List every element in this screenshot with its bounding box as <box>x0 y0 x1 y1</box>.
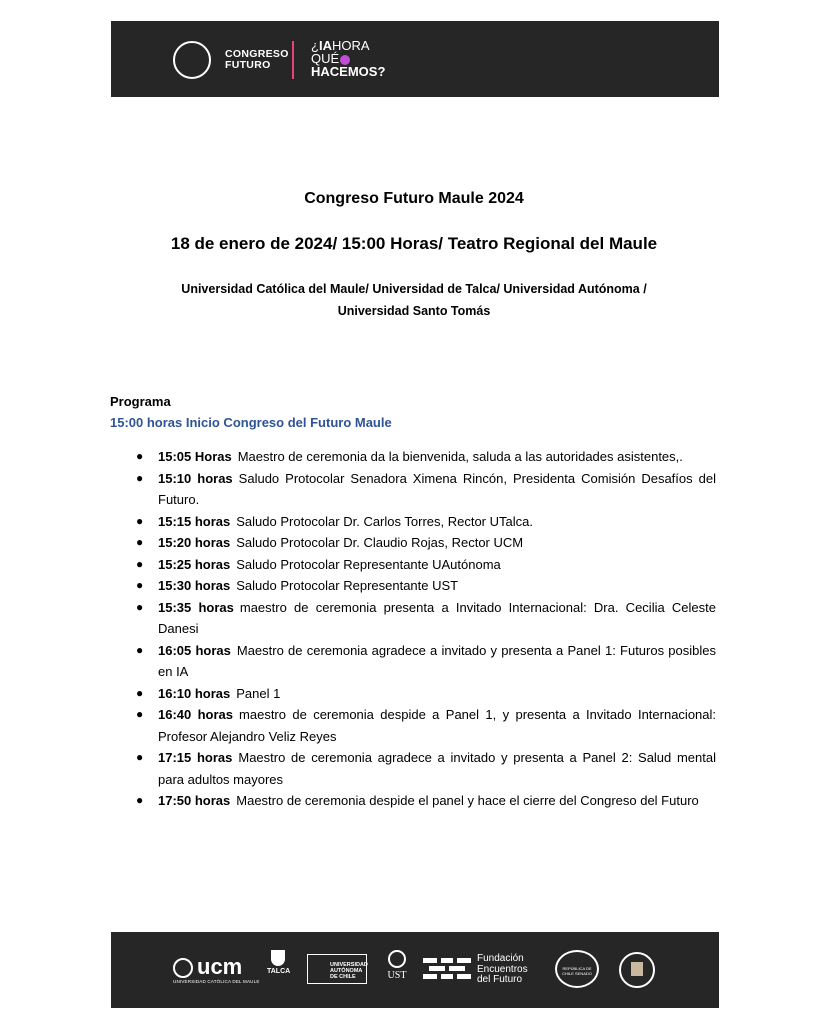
utalca-logo-text: TALCA <box>267 968 291 975</box>
bullet-icon: ● <box>136 599 144 614</box>
schedule-time: 15:15 horas <box>158 513 231 529</box>
bullet-icon: ● <box>136 793 144 807</box>
ucm-logo-text: ucm <box>197 954 243 979</box>
schedule-text: Maestro de ceremonia despide el panel y hace el cierre del Congreso del Futuro <box>236 793 699 808</box>
government-seal-icon <box>619 952 655 988</box>
schedule-item <box>136 640 717 683</box>
bullet-icon: ● <box>136 578 144 592</box>
bullet-icon: ● <box>136 535 144 549</box>
fundacion-line2: Encuentros <box>477 963 528 975</box>
schedule-item <box>136 597 716 640</box>
slogan <box>311 39 385 78</box>
bullet-icon: ● <box>136 470 144 485</box>
schedule-item <box>136 790 716 812</box>
schedule-text: Panel 1 <box>236 685 281 701</box>
slogan-que: QUÉ <box>311 51 340 66</box>
schedule-time: 17:15 horas <box>158 750 233 765</box>
schedule-item <box>136 468 716 511</box>
schedule-item <box>136 511 716 533</box>
program-start: 15:00 horas Inicio Congreso del Futuro Maule <box>110 415 392 430</box>
universities-line2: Universidad Santo Tomás <box>337 304 491 318</box>
footer-sponsors-banner <box>111 932 719 1008</box>
schedule-text: Maestro de ceremonia agradece a invitado y presenta a Panel 2: Salud mental para adultos mayores <box>158 750 717 787</box>
universities-line1: Universidad Católica del Maule/ Universidad de Talca/ Universidad Autónoma / <box>181 282 647 296</box>
ust-emblem-icon <box>388 950 406 968</box>
schedule-time: 15:20 horas <box>158 535 231 550</box>
senado-seal-text: REPÚBLICA DE CHILE SENADO <box>562 966 592 976</box>
schedule-item <box>136 704 717 747</box>
program-label: Programa <box>110 394 171 409</box>
schedule-item <box>136 532 716 554</box>
schedule-item <box>136 446 716 468</box>
schedule-time: 15:05 Horas <box>158 449 232 464</box>
schedule-text: Saludo Protocolar Dr. Claudio Rojas, Rector UCM <box>236 535 524 550</box>
bullet-icon: ● <box>136 513 144 528</box>
schedule-time: 15:25 horas <box>158 556 231 572</box>
slogan-hora: HORA <box>331 38 370 53</box>
schedule-text: Saludo Protocolar Representante UST <box>236 578 459 593</box>
schedule-time: 15:35 horas <box>158 599 234 615</box>
congreso-futuro-logo-text <box>225 49 289 71</box>
schedule-text: Maestro de ceremonia agradece a invitado y presenta a Panel 1: Futuros posibles en IA <box>158 642 717 679</box>
schedule-time: 15:10 horas <box>158 470 233 486</box>
document-subtitle: 18 de enero de 2024/ 15:00 Horas/ Teatro Regional del Maule <box>170 234 658 253</box>
schedule-text: Saludo Protocolar Representante UAutónoma <box>236 556 501 572</box>
schedule-time: 15:30 horas <box>158 578 231 593</box>
schedule-text: Saludo Protocolar Senadora Ximena Rincón, Presidenta Comisión Desafíos del Futuro. <box>158 470 716 507</box>
bullet-icon: ● <box>136 642 144 657</box>
ucm-emblem-icon <box>173 958 193 978</box>
schedule-item <box>136 747 717 790</box>
schedule-list <box>136 446 717 812</box>
schedule-text: Maestro de ceremonia da la bienvenida, saluda a las autoridades asistentes,. <box>237 449 683 464</box>
schedule-time: 16:40 horas <box>158 707 234 722</box>
schedule-item <box>136 575 716 597</box>
ust-logo <box>383 950 411 981</box>
senado-seal <box>555 950 599 988</box>
logo-name-line2: FUTURO <box>225 59 271 71</box>
bullet-icon: ● <box>136 707 144 721</box>
ust-logo-text: UST <box>387 970 407 981</box>
utalca-logo <box>267 950 289 975</box>
logo-divider <box>292 41 294 79</box>
schedule-text: maestro de ceremonia despide a Panel 1, y presenta a Invitado Internacional: Profesor Alejandro Veliz Reyes <box>158 707 717 744</box>
schedule-item <box>136 683 716 705</box>
document-title: Congreso Futuro Maule 2024 <box>304 190 524 207</box>
congreso-futuro-logo-circle <box>173 41 211 79</box>
bullet-icon: ● <box>136 750 144 764</box>
logo-name-line1: CONGRESO <box>225 48 289 60</box>
schedule-time: 17:50 horas <box>158 793 231 808</box>
header-banner <box>111 21 719 97</box>
bullet-icon: ● <box>136 556 144 571</box>
autonoma-logo <box>307 954 367 984</box>
ucm-logo <box>173 954 242 980</box>
schedule-text: maestro de ceremonia presenta a Invitado Internacional: Dra. Cecilia Celeste Danesi <box>158 599 716 636</box>
fundacion-logo-text <box>477 954 528 986</box>
fundacion-line3: del Futuro <box>477 974 523 985</box>
schedule-item <box>136 554 716 576</box>
ucm-full-name: UNIVERSIDAD CATÓLICA DEL MAULE <box>173 979 260 984</box>
universities <box>130 278 698 322</box>
bullet-icon: ● <box>136 449 144 463</box>
slogan-hacemos: HACEMOS? <box>311 64 386 79</box>
schedule-text: Saludo Protocolar Dr. Carlos Torres, Rector UTalca. <box>236 513 533 529</box>
slogan-q: ¿ <box>311 38 319 53</box>
schedule-time: 16:05 horas <box>158 642 231 658</box>
bullet-icon: ● <box>136 685 144 700</box>
slogan-ia: IA <box>318 38 332 53</box>
schedule-time: 16:10 horas <box>158 685 231 701</box>
fundacion-mark-icon <box>423 958 471 980</box>
utalca-shield-icon <box>271 950 285 966</box>
fundacion-line1: Fundación <box>477 953 524 964</box>
autonoma-logo-text: UNIVERSIDAD AUTÓNOMA DE CHILE <box>330 962 368 980</box>
